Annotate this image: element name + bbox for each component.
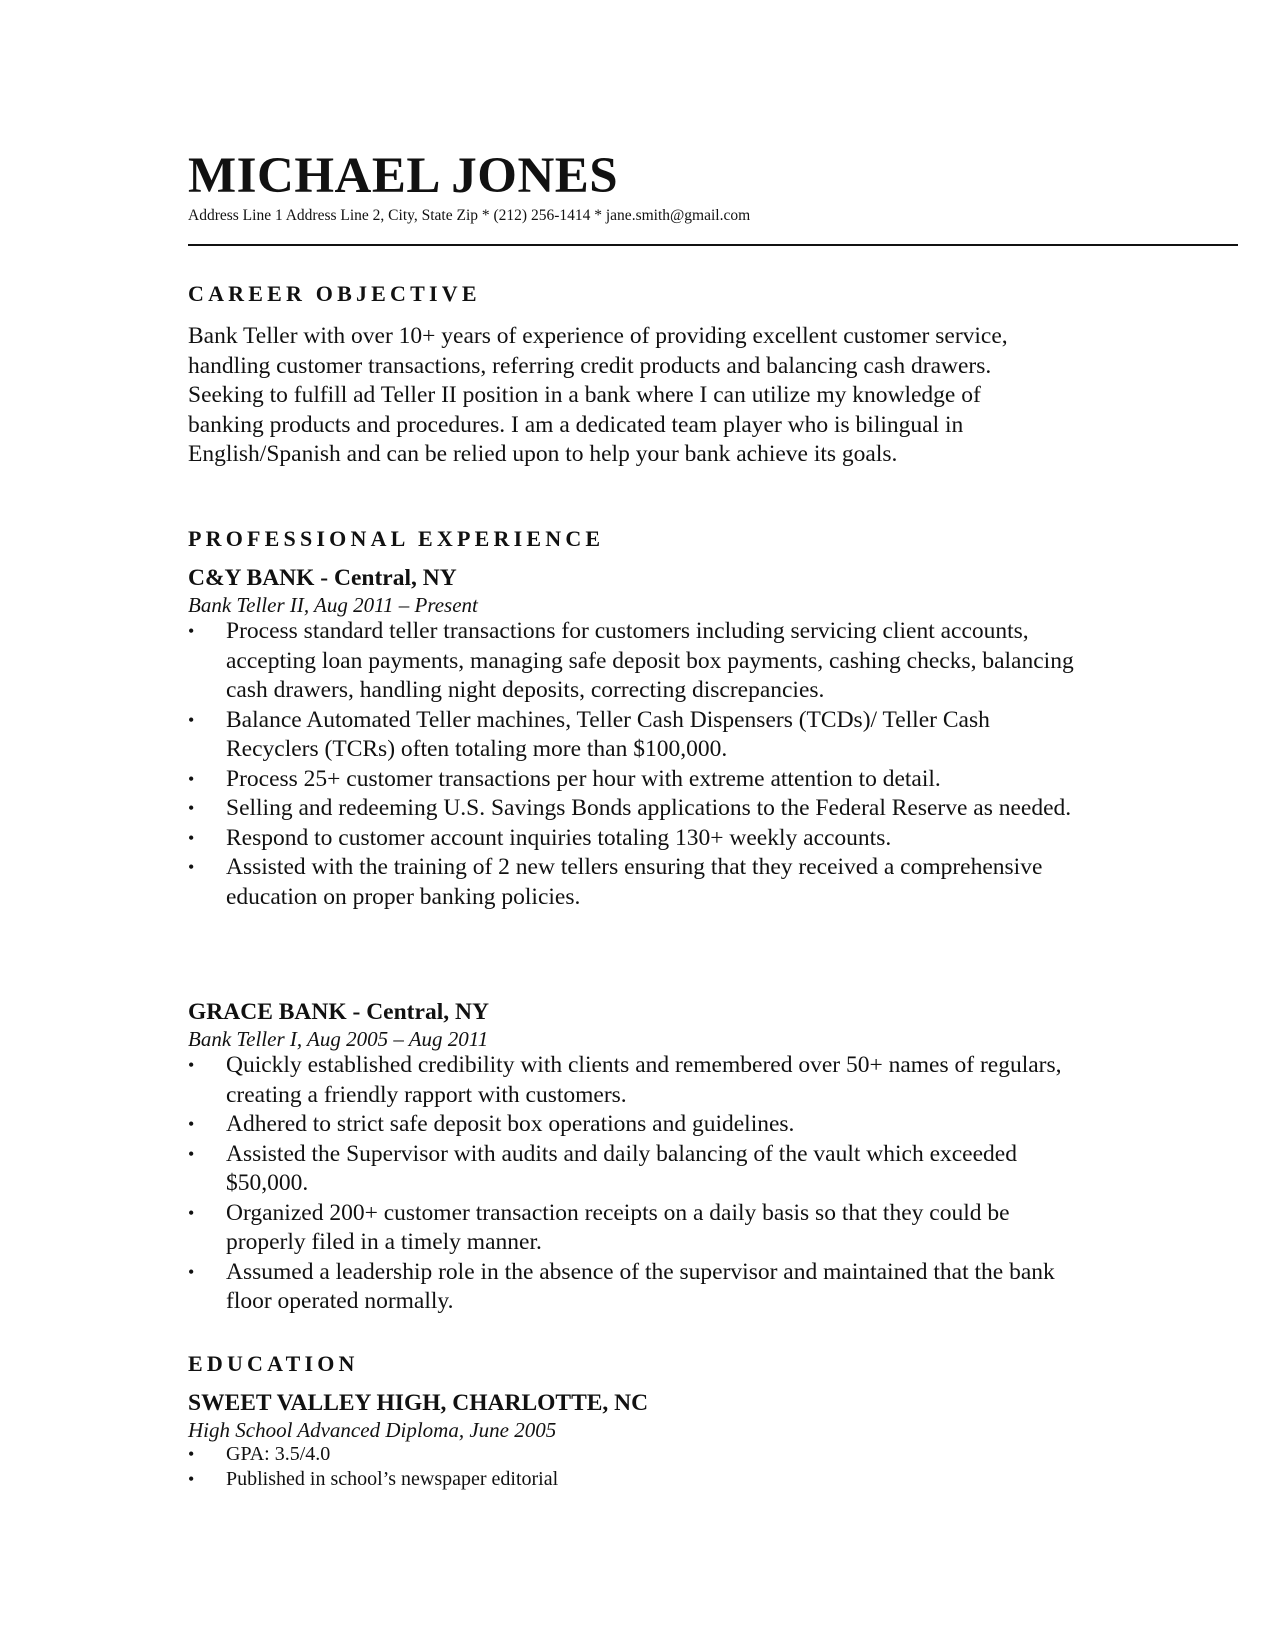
job-role: Bank Teller I, Aug 2005 – Aug 2011 — [188, 1027, 489, 1051]
list-item: • Assisted the Supervisor with audits and daily balancing of the vault which exceeded $50,000. — [188, 1140, 1017, 1196]
bullet-icon: • — [188, 1055, 195, 1075]
list-item: • GPA: 3.5/4.0 — [188, 1443, 331, 1465]
list-item: • Assumed a leadership role in the absence of the supervisor and maintained that the bank floor operated normally. — [188, 1258, 1055, 1314]
bullet-icon: • — [188, 827, 195, 848]
job-bullets — [188, 1051, 1086, 1317]
list-item: • Process standard teller transactions for customers including servicing client accounts, accepting loan payments, managing safe deposit box payments, cashing checks, balancing cash drawers, handling night deposits, correcting discrepancies. — [188, 618, 1074, 703]
bullet-icon: • — [188, 1261, 195, 1282]
header-divider — [188, 244, 1238, 246]
list-item: • Quickly established credibility with clients and remembered over 50+ names of regulars, creating a friendly rapport with customers. — [188, 1052, 1062, 1108]
list-item: • Process 25+ customer transactions per hour with extreme attention to detail. — [188, 765, 1086, 795]
school-name: SWEET VALLEY HIGH, CHARLOTTE, NC — [188, 1390, 649, 1416]
bullet-icon: • — [188, 1202, 195, 1223]
bullet-icon: • — [188, 709, 195, 730]
bullet-icon: • — [188, 1444, 195, 1464]
career-objective-text: Bank Teller with over 10+ years of experience of providing excellent customer service, handling customer transactions, referring credit products and balancing cash drawers. Seeking to fulfill ad Teller II position in a bank where I can utilize my knowledge of banking products and procedures. I am a dedicated team player who is bilingual in English/Spanish and can be relied upon to help your bank achieve its goals. — [188, 323, 1008, 467]
bullet-icon: • — [188, 1469, 195, 1489]
list-item: • Adhered to strict safe deposit box operations and guidelines. — [188, 1110, 1086, 1140]
company-name: GRACE BANK - Central, NY — [188, 999, 489, 1025]
education-bullets — [188, 1442, 1086, 1492]
education-entry — [188, 1389, 1086, 1492]
list-item: • Organized 200+ customer transaction receipts on a daily basis so that they could be properly filed in a timely manner. — [188, 1199, 1010, 1255]
job-role: Bank Teller II, Aug 2011 – Present — [188, 593, 478, 617]
company-name: C&Y BANK - Central, NY — [188, 565, 457, 591]
education-heading: EDUCATION — [188, 1351, 359, 1376]
bullet-icon: • — [188, 1143, 195, 1164]
list-item: • Balance Automated Teller machines, Teller Cash Dispensers (TCDs)/ Teller Cash Recyclers (TCRs) often totaling more than $100,000. — [188, 706, 990, 762]
bullet-icon: • — [188, 798, 195, 818]
degree: High School Advanced Diploma, June 2005 — [188, 1418, 557, 1442]
list-item: • Assisted with the training of 2 new tellers ensuring that they received a comprehensive education on proper banking policies. — [188, 854, 1043, 910]
list-item: • Respond to customer account inquiries totaling 130+ weekly accounts. — [188, 824, 1086, 854]
bullet-icon: • — [188, 1114, 195, 1134]
contact-line: Address Line 1 Address Line 2, City, State Zip * (212) 256-1414 * jane.smith@gmail.com — [188, 207, 751, 224]
candidate-name: MICHAEL JONES — [188, 148, 619, 204]
experience-heading: PROFESSIONAL EXPERIENCE — [188, 526, 605, 551]
list-item: • Published in school’s newspaper editorial — [188, 1468, 559, 1490]
job-bullets — [188, 617, 1086, 912]
bullet-icon: • — [188, 857, 195, 877]
job-cy-bank — [188, 564, 1086, 912]
bullet-icon: • — [188, 768, 195, 789]
list-item: • Selling and redeeming U.S. Savings Bonds applications to the Federal Reserve as needed. — [188, 794, 1086, 824]
bullet-icon: • — [188, 621, 195, 641]
job-grace-bank — [188, 998, 1086, 1317]
career-objective-heading: CAREER OBJECTIVE — [188, 281, 481, 306]
